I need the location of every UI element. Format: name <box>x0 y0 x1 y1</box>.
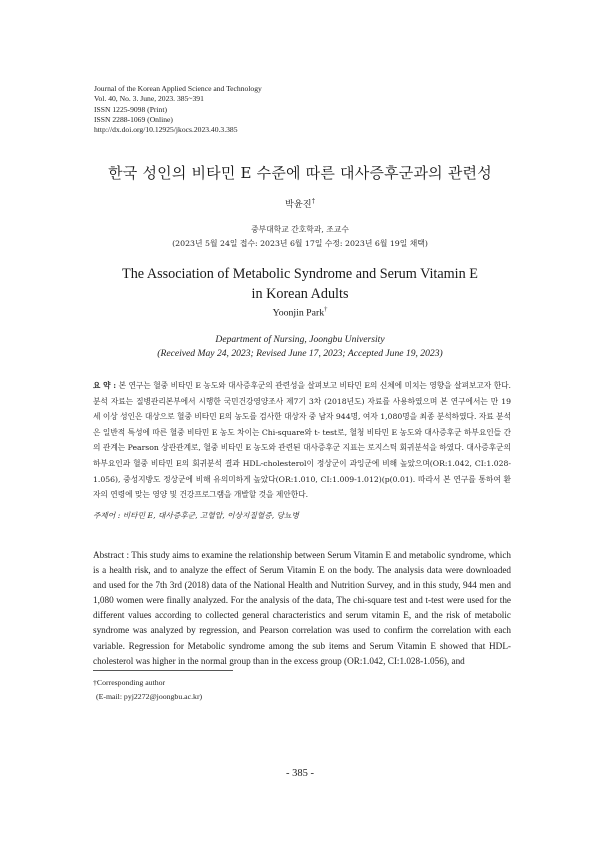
korean-affiliation: 중부대학교 간호학과, 조교수 <box>251 225 349 234</box>
korean-title: 한국 성인의 비타민 E 수준에 따른 대사증후군과의 관련성 <box>108 164 492 182</box>
english-abstract <box>93 548 511 669</box>
english-title-line2: in Korean Adults <box>251 286 349 302</box>
korean-abstract-label: 요 약 : <box>93 381 117 390</box>
issn-online: ISSN 2288-1069 (Online) <box>94 114 173 124</box>
journal-name: Journal of the Korean Applied Science and Technology <box>94 84 262 93</box>
korean-author-name: 박윤진 <box>285 199 312 210</box>
footnote-corresponding: †Corresponding author <box>93 678 166 687</box>
english-dates: (Received May 24, 2023; Revised June 17, 2023; Accepted June 19, 2023) <box>157 348 443 359</box>
issn-print: ISSN 1225-9098 (Print) <box>94 104 167 114</box>
corresponding-mark: † <box>324 306 328 313</box>
english-abstract-label: Abstract : <box>93 550 130 560</box>
english-author <box>0 306 600 318</box>
journal-header <box>94 84 262 135</box>
korean-abstract <box>93 378 511 503</box>
english-abstract-text: This study aims to examine the relationship between Serum Vitamin E and metabolic syndrome, which is a health risk, and to analyze the effect of Serum Vitamin E on the body. The analysis data were downloaded and used for the 7th 3rd (2018) data of the National Health and Nutrition Survey, and in this study, 944 men and 1,080 women were finally analyzed. For the analysis of the data, The chi-square test and t-test were used for the different values according to collected general characteristics and serum vitamin E, and the risk of metabolic syndrome was analyzed by regression, and Pearson correlation was used to confirm the correlation with each variable. Regression for Metabolic syndrome among the sub items and Serum Vitamin E showed that HDL-cholesterol was higher in the normal group than in the excess group (OR:1.042, CI:1.028-1.056), and <box>93 550 511 666</box>
doi-link[interactable]: http://dx.doi.org/10.12925/jkocs.2023.40.3.385 <box>94 125 238 135</box>
page-number: - 385 - <box>286 768 314 779</box>
english-affiliation: Department of Nursing, Joongbu University <box>215 334 385 345</box>
english-author-name: Yoonjin Park <box>272 307 325 319</box>
corresponding-mark: † <box>311 196 315 205</box>
english-title-line1: The Association of Metabolic Syndrome and Serum Vitamin E <box>122 266 478 282</box>
korean-abstract-text: 본 연구는 혈중 비타민 E 농도와 대사증후군의 관련성을 살펴보고 비타민 E의 신체에 미치는 영향을 살펴보고자 한다. 분석 자료는 질병관리본부에서 시행한 국민건강영양조사 제7기 3차 (2018년도) 자료를 사용하였으며 본 연구에서는 만 19세 이상 성인은 대상으로 혈중 비타민 E의 농도를 검사한 대상자 중 남자 944명, 여자 1,080명을 최종 분석하였다. 자료 분석은 일반적 특성에 따른 혈중 비타민 E 농도 차이는 Chi-square와 t- test로, 혈청 비타민 E 농도와 대사증후군 하부요인들 간의 관계는 Pearson 상관관계로, 혈중 비타민 E 농도와 관련된 대사증후군 지표는 로지스틱 회귀분석을 하였다. 대사증후군의 하부요인과 혈중 비타민 E의 회귀분석 결과 HDL-cholesterol이 정상군이 과잉군에 비해 높았으며(OR:1.042, CI:1.028-1.056), 중성지방도 정상군에 비해 유의미하게 높았다(OR:1.010, CI:1.009-1.012)(p(0.01). 따라서 본 연구를 통하여 환자의 연령에 맞는 영양 및 건강프로그램을 개발할 것을 제안한다. <box>93 381 511 500</box>
footnote-email[interactable]: (E-mail: pyj2272@joongbu.ac.kr) <box>96 692 203 701</box>
journal-volume: Vol. 40, No. 3. June, 2023. 385~391 <box>94 94 204 104</box>
english-title <box>0 264 600 304</box>
korean-keywords: 주제어 : 비타민 E, 대사증후군, 고혈압, 이상지질혈증, 당뇨병 <box>93 511 299 520</box>
footnote-divider <box>93 670 233 671</box>
korean-dates: (2023년 5월 24일 접수: 2023년 6월 17일 수정: 2023년 6월 19일 채택) <box>172 239 428 248</box>
korean-author <box>0 196 600 210</box>
